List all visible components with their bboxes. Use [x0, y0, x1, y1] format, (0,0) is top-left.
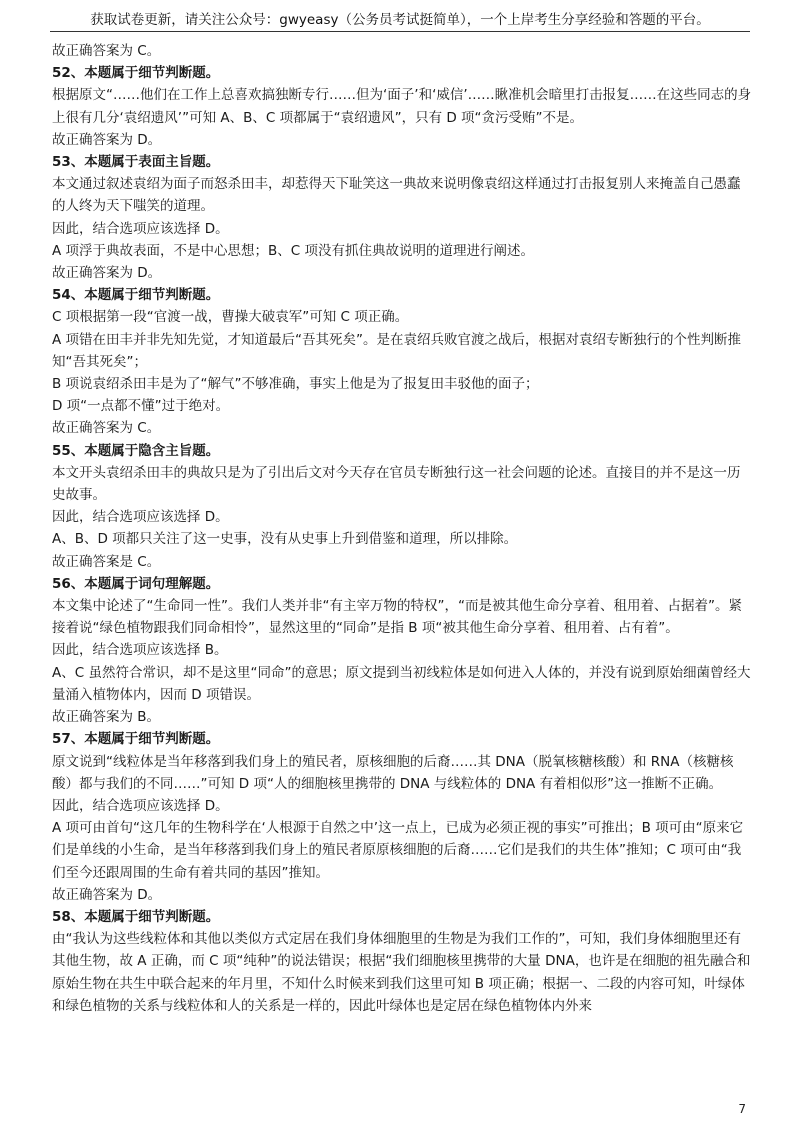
paragraph: 故正确答案为 B。: [52, 709, 161, 726]
paragraph: 原文说到“线粒体是当年移落到我们身上的殖民者，原核细胞的后裔……其 DNA（脱氧核糖核酸）和 RNA（核糖核酸）都与我们的不同……”可知 D 项“人的细胞核里携带的 DNA 与线粒体的 DNA 有着相似形”这一推断不正确。: [52, 753, 734, 792]
paragraph: 故正确答案为 C。: [52, 420, 161, 437]
paragraph: B 项说袁绍杀田丰是为了“解气”不够准确，事实上他是为了报复田丰驳他的面子；: [52, 376, 539, 393]
paragraph: 故正确答案为 C。: [52, 43, 161, 59]
question-heading: 54、本题属于细节判断题。: [52, 287, 220, 304]
question-heading: 55、本题属于隐含主旨题。: [52, 442, 220, 459]
paragraph: A、B、D 项都只关注了这一史事，没有从史事上升到借鉴和道理，所以排除。: [52, 531, 518, 548]
paragraph: A、C 虽然符合常识，却不是这里“同命”的意思；原文提到当初线粒体是如何进入人体的，并没有说到原始细菌曾经大量涌入植物体内，因而 D 项错误。: [52, 664, 751, 703]
paragraph: 故正确答案是 C。: [52, 553, 161, 570]
document-body: [52, 40, 752, 1017]
paragraph: 因此，结合选项应该选择 D。: [52, 797, 229, 814]
paragraph: A 项错在田丰并非先知先觉，才知道最后“吾其死矣”。是在袁绍兵败官渡之战后，根据对袁绍专断独行的个性判断推知“吾其死矣”；: [52, 331, 742, 370]
question-heading: 53、本题属于表面主旨题。: [52, 154, 220, 171]
paragraph: A 项可由首句“这几年的生物科学在‘人根源于自然之中’这一点上，已成为必须正视的事实”可推出；B 项可由“原来它们是单线的小生命，是当年移落到我们身上的殖民者原原核细胞的后裔……它们是我们的共生体”推知；C 项可由“我们至今还跟周围的生命有着共同的基因”推知。: [52, 820, 744, 881]
paragraph: 根据原文“……他们在工作上总喜欢搞独断专行……但为‘面子’和‘威信’……瞅准机会暗里打击报复……在这些同志的身上很有几分‘袁绍遗风’”可知 A、B、C 项都属于“袁绍遗风”，只有 D 项“贪污受贿”不是。: [52, 87, 752, 126]
question-heading: 58、本题属于细节判断题。: [52, 908, 220, 925]
paragraph: A 项浮于典故表面，不是中心思想；B、C 项没有抓住典故说明的道理进行阐述。: [52, 242, 535, 259]
page-number: 7: [738, 1102, 746, 1116]
paragraph: 故正确答案为 D。: [52, 265, 162, 282]
question-heading: 52、本题属于细节判断题。: [52, 65, 220, 82]
header-divider: [50, 31, 750, 32]
paragraph: 本文集中论述了“生命同一性”。我们人类并非“有主宰万物的特权”，“而是被其他生命分享着、租用着、占据着”。紧接着说“绿色植物跟我们同命相怜”，显然这里的“同命”是指 B 项“被其他生命分享着、租用着、占有着”。: [52, 598, 742, 637]
paragraph: 因此，结合选项应该选择 B。: [52, 642, 228, 659]
page-header: 获取试卷更新，请关注公众号：gwyeasy（公务员考试挺简单），一个上岸考生分享经验和答题的平台。: [90, 12, 710, 28]
paragraph: C 项根据第一段“官渡一战，曹操大破袁军”可知 C 项正确。: [52, 309, 409, 326]
paragraph: 因此，结合选项应该选择 D。: [52, 509, 229, 526]
paragraph: 由“我认为这些线粒体和其他以类似方式定居在我们身体细胞里的生物是为我们工作的”，可知，我们身体细胞里还有其他生物，故 A 正确，而 C 项“纯种”的说法错误；根据“我们细胞核里携带的大量 DNA，也许是在细胞的祖先融合和原始生物在共生中联合起来的年月里，不知什么时候来到我们这里可知 B 项正确；根据一、二段的内容可知，叶绿体和绿色植物的关系与线粒体和人的关系是一样的，因此叶绿体也是定居在绿色植物体内外来: [52, 931, 751, 1014]
paragraph: 本文开头袁绍杀田丰的典故只是为了引出后文对今天存在官员专断独行这一社会问题的论述。直接目的并不是这一历史故事。: [52, 464, 741, 504]
paragraph: 本文通过叙述袁绍为面子而怒杀田丰，却惹得天下耻笑这一典故来说明像袁绍这样通过打击报复别人来掩盖自己愚蠢的人终为天下嗤笑的道理。: [52, 176, 741, 215]
question-heading: 56、本题属于词句理解题。: [52, 575, 220, 592]
paragraph: 故正确答案为 D。: [52, 131, 162, 148]
paragraph: 故正确答案为 D。: [52, 886, 162, 903]
paragraph: 因此，结合选项应该选择 D。: [52, 220, 229, 237]
question-heading: 57、本题属于细节判断题。: [52, 731, 220, 748]
paragraph: D 项“一点都不懂”过于绝对。: [52, 398, 230, 415]
